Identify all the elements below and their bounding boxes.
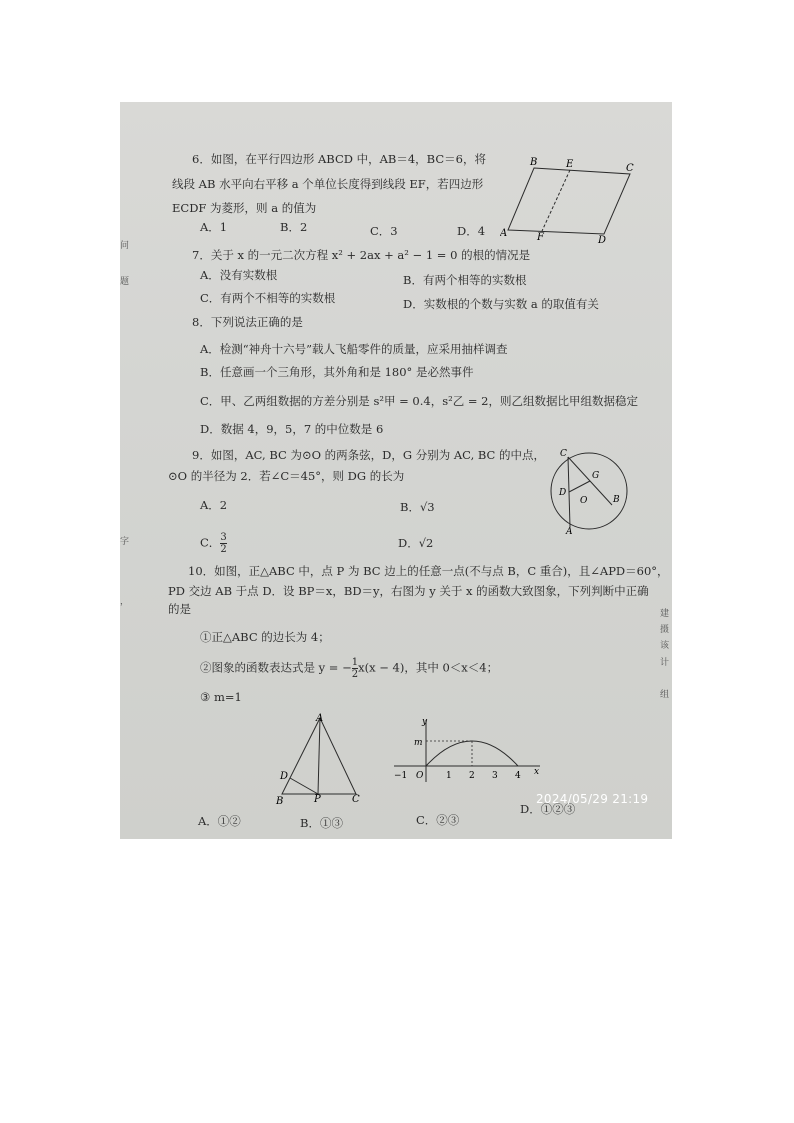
tick-3: 3 — [492, 771, 498, 781]
tick-2: 2 — [469, 771, 475, 781]
q10-option-b: B．①③ — [300, 816, 343, 830]
tick-1: 1 — [446, 771, 452, 781]
q10-option-c: C．②③ — [416, 813, 460, 827]
q10-statement-1: ①正△ABC 的边长为 4； — [200, 630, 330, 644]
label-c: C — [352, 794, 360, 805]
q9-line1: 9．如图，AC, BC 为⊙O 的两条弦，D，G 分别为 AC, BC 的中点， — [192, 448, 545, 462]
q10-line2: PD 交边 AB 于点 D．设 BP＝x，BD＝y，右图为 y 关于 x 的函数大致图象，下列判断中正确 — [168, 584, 649, 598]
label-o: O — [580, 496, 588, 506]
q6-line1: 6．如图，在平行四边形 ABCD 中，AB＝4，BC＝6，将 — [192, 152, 486, 166]
triangle-figure — [270, 712, 370, 807]
q10-line3: 的是 — [168, 602, 191, 616]
q8-option-d: D．数据 4，9，5，7 的中位数是 6 — [200, 422, 384, 436]
margin-char: 字 — [120, 537, 130, 547]
margin-char: 建 — [660, 609, 670, 619]
q6-option-a: A．1 — [200, 220, 228, 234]
q9-option-b: B．√3 — [400, 500, 435, 514]
q9-option-a: A．2 — [200, 498, 228, 512]
margin-char: 组 — [660, 690, 670, 700]
q7-option-d: D．实数根的个数与实数 a 的取值有关 — [403, 297, 599, 311]
q6-option-b: B．2 — [280, 220, 308, 234]
q7-stem: 7．关于 x 的一元二次方程 x² + 2ax + a² − 1 = 0 的根的情况是 — [192, 248, 531, 262]
label-a: A — [316, 713, 324, 724]
photo-timestamp: 2024/05/29 21:19 — [536, 792, 649, 806]
label-f: F — [537, 232, 544, 243]
label-a: A — [566, 527, 573, 534]
tick-4: 4 — [515, 771, 521, 781]
margin-char: 计 — [660, 658, 670, 668]
q7-option-a: A．没有实数根 — [200, 268, 278, 282]
q10-line1: 10．如图，正△ABC 中，点 P 为 BC 边上的任意一点(不与点 B，C 重合)，且∠APD＝60°， — [188, 564, 669, 578]
label-p: P — [314, 794, 321, 805]
q10-option-d: D．①②③ — [520, 802, 576, 816]
q7-option-c: C．有两个不相等的实数根 — [200, 291, 336, 305]
q6-line3: ECDF 为菱形，则 a 的值为 — [172, 201, 317, 215]
q6-option-c: C．3 — [370, 224, 398, 238]
q9-option-d: D．√2 — [398, 536, 434, 550]
axis-y-label: y — [422, 717, 428, 727]
q8-option-a: A．检测“神舟十六号”载人飞船零件的质量，应采用抽样调查 — [200, 342, 508, 356]
q8-option-b: B．任意画一个三角形，其外角和是 180° 是必然事件 — [200, 365, 474, 379]
label-c: C — [626, 163, 634, 174]
q9-c-denominator: 2 — [220, 544, 227, 555]
q8-option-c: C．甲、乙两组数据的方差分别是 s²甲 = 0.4，s²乙 = 2，则乙组数据比甲组数据稳定 — [200, 394, 638, 408]
q10-statement-2: ②图象的函数表达式是 y = − $\frac{1}{2}$ x(x − 4)，其中 0＜x＜4； — [200, 657, 499, 680]
q9-line2: ⊙O 的半径为 2．若∠C＝45°，则 DG 的长为 — [168, 469, 405, 483]
q9-option-c: C． $\frac{3}{2}$ — [200, 532, 227, 555]
parallelogram-figure — [500, 154, 640, 244]
q7-option-b: B．有两个相等的实数根 — [403, 273, 527, 287]
label-e: E — [566, 159, 574, 170]
label-c: C — [560, 449, 567, 459]
label-d: D — [598, 235, 607, 244]
q6-line2: 线段 AB 水平向右平移 a 个单位长度得到线段 EF，若四边形 — [172, 177, 484, 191]
margin-char: 该 — [660, 641, 670, 651]
function-graph — [390, 714, 550, 789]
tick-origin: O — [416, 771, 424, 781]
margin-char: 题 — [120, 277, 130, 287]
label-d: D — [280, 771, 289, 782]
label-g: G — [592, 471, 600, 481]
q10-option-a: A．①② — [198, 814, 241, 828]
label-b: B — [276, 796, 284, 807]
tick-neg1: −1 — [394, 771, 408, 781]
q8-stem: 8．下列说法正确的是 — [192, 315, 303, 329]
label-b: B — [530, 157, 538, 168]
circle-figure — [544, 448, 634, 534]
label-a: A — [500, 228, 508, 239]
q10-statement-3: ③ m=1 — [200, 690, 242, 704]
q6-option-d: D．4 — [457, 224, 486, 238]
exam-photo — [120, 102, 672, 839]
margin-char: ， — [120, 597, 130, 607]
margin-char: 摄 — [660, 625, 670, 635]
label-m: m — [414, 738, 423, 748]
label-d: D — [559, 488, 567, 498]
axis-x-label: x — [534, 767, 540, 777]
margin-char: 问 — [120, 241, 130, 251]
label-b: B — [613, 495, 620, 505]
q9-c-numerator: 3 — [220, 532, 227, 543]
